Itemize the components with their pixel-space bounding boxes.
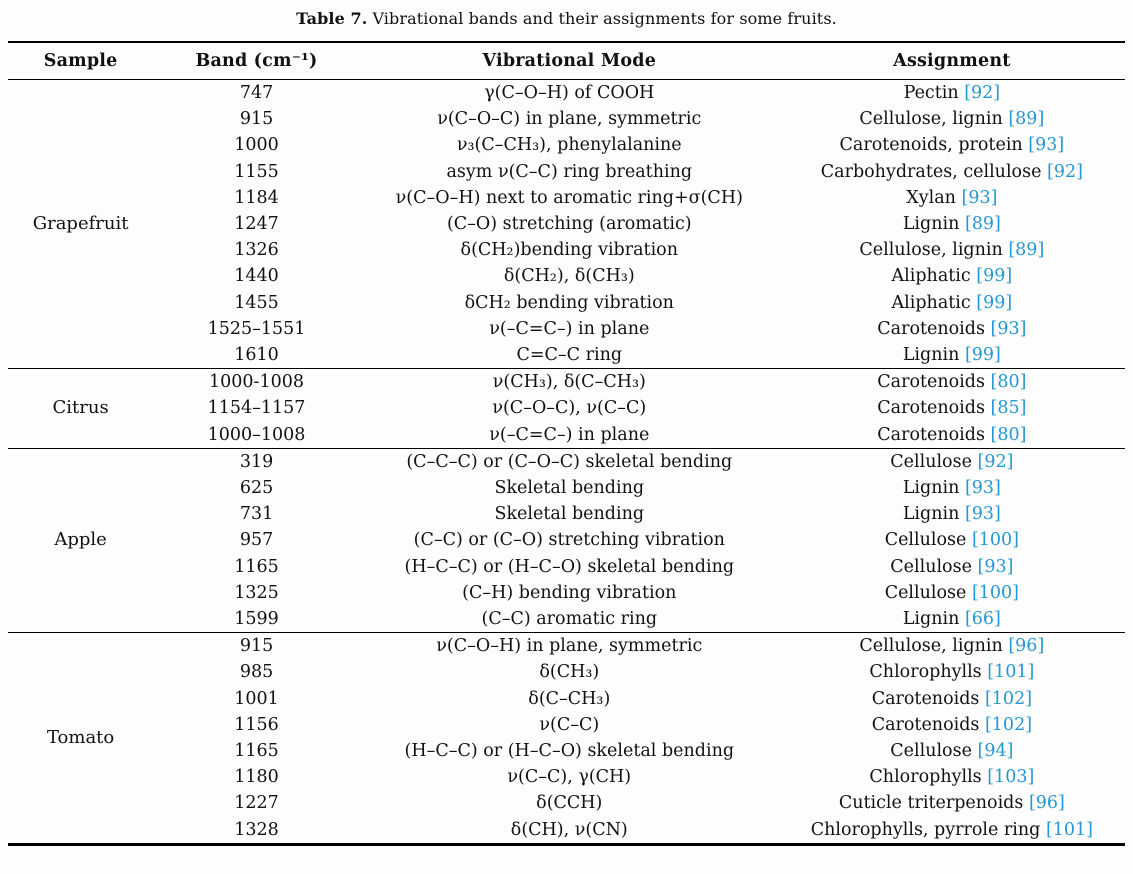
- assignment-cell: [779, 342, 1125, 369]
- citation-link[interactable]: [93]: [1028, 135, 1065, 156]
- band-cell: 1180: [234, 767, 279, 788]
- assignment-cell: [779, 712, 1125, 738]
- table-row: [8, 554, 1125, 580]
- table-row: [8, 448, 1125, 475]
- citation-link[interactable]: [101]: [1045, 819, 1094, 840]
- table-row: [8, 659, 1125, 685]
- mode-cell: (C–C) aromatic ring: [481, 609, 658, 630]
- column-header-band-cm: Band (cm⁻¹): [195, 51, 318, 71]
- band-cell: 1000-1008: [209, 372, 305, 393]
- assignment-cell: [779, 475, 1125, 501]
- mode-cell: γ(C–O–H) of COOH: [484, 83, 655, 103]
- assignment-text: Carotenoids: [877, 398, 985, 419]
- band-cell: 1000–1008: [207, 424, 306, 445]
- citation-link[interactable]: [101]: [987, 662, 1035, 683]
- assignment-cell: [779, 159, 1125, 185]
- mode-cell: δCH₂ bending vibration: [464, 292, 674, 313]
- assignment-text: Lignin: [902, 478, 960, 499]
- citation-link[interactable]: [92]: [964, 83, 1001, 103]
- assignment-text: Carotenoids: [871, 688, 980, 709]
- band-cell: 1326: [234, 240, 279, 261]
- assignment-text: Chlorophylls, pyrrole ring: [810, 819, 1041, 840]
- mode-cell: Skeletal bending: [494, 478, 645, 499]
- assignment-cell: [779, 422, 1125, 449]
- mode-cell: (H–C–C) or (H–C–O) skeletal bending: [404, 556, 735, 577]
- citation-link[interactable]: [93]: [961, 187, 998, 208]
- assignment-cell: [779, 659, 1125, 685]
- assignment-cell: [779, 580, 1125, 606]
- assignment-text: Lignin: [902, 345, 960, 366]
- mode-cell: (C–H) bending vibration: [462, 582, 677, 603]
- mode-cell: ν(C–O–H) in plane, symmetric: [436, 636, 703, 657]
- citation-link[interactable]: [93]: [964, 478, 1001, 499]
- table-header-row: [8, 42, 1125, 80]
- column-header-assignment: Assignment: [893, 51, 1011, 71]
- citation-link[interactable]: [99]: [976, 266, 1013, 287]
- sample-cell: Apple: [54, 529, 107, 551]
- band-cell: 731: [239, 504, 274, 525]
- table-row: [8, 501, 1125, 527]
- table-row: [8, 342, 1125, 369]
- band-cell: 1154–1157: [207, 398, 306, 419]
- assignment-cell: [779, 132, 1125, 158]
- table-row: [8, 475, 1125, 501]
- citation-link[interactable]: [102]: [984, 688, 1033, 709]
- assignment-text: Aliphatic: [891, 266, 971, 287]
- assignment-text: Cellulose, lignin: [859, 636, 1003, 657]
- assignment-text: Carotenoids: [877, 318, 985, 339]
- assignment-cell: [779, 290, 1125, 316]
- citation-link[interactable]: [100]: [971, 530, 1020, 551]
- band-cell: 1156: [234, 714, 279, 735]
- citation-link[interactable]: [94]: [977, 741, 1014, 762]
- mode-cell: ν₃(C–CH₃), phenylalanine: [456, 135, 682, 156]
- mode-cell: (C–O) stretching (aromatic): [446, 214, 692, 235]
- column-header-sample: Sample: [43, 51, 118, 71]
- assignment-text: Carotenoids: [877, 424, 985, 445]
- assignment-cell: [779, 738, 1125, 764]
- citation-link[interactable]: [80]: [990, 372, 1027, 393]
- assignment-text: Cuticle triterpenoids: [838, 793, 1024, 814]
- mode-cell: asym ν(C–C) ring breathing: [446, 161, 693, 182]
- mode-cell: (C–C–C) or (C–O–C) skeletal bending: [406, 451, 733, 472]
- assignment-text: Chlorophylls: [869, 767, 982, 788]
- table-row: [8, 790, 1125, 816]
- mode-cell: ν(C–O–C) in plane, symmetric: [437, 109, 702, 130]
- assignment-text: Lignin: [902, 609, 960, 630]
- assignment-cell: [779, 185, 1125, 211]
- assignment-cell: [779, 686, 1125, 712]
- table-row: [8, 686, 1125, 712]
- citation-link[interactable]: [99]: [964, 345, 1001, 366]
- table-row: [8, 633, 1125, 660]
- section-apple: [8, 448, 1125, 632]
- assignment-text: Lignin: [902, 504, 960, 525]
- band-cell: 1001: [234, 688, 279, 709]
- citation-link[interactable]: [96]: [1028, 793, 1065, 814]
- assignment-cell: [779, 790, 1125, 816]
- table-row: [8, 316, 1125, 342]
- mode-cell: δ(C–CH₃): [528, 688, 611, 709]
- citation-link[interactable]: [92]: [1047, 161, 1083, 182]
- table-row: [8, 369, 1125, 396]
- assignment-cell: [779, 211, 1125, 237]
- band-cell: 1328: [234, 819, 279, 840]
- assignment-text: Cellulose: [890, 741, 972, 762]
- mode-cell: Skeletal bending: [494, 504, 645, 525]
- assignment-text: Lignin: [902, 214, 960, 235]
- table-row: [8, 395, 1125, 421]
- citation-link[interactable]: [66]: [964, 609, 1001, 630]
- band-cell: 1610: [234, 345, 279, 366]
- citation-link[interactable]: [89]: [964, 214, 1001, 235]
- citation-link[interactable]: [93]: [964, 504, 1001, 525]
- citation-link[interactable]: [103]: [987, 767, 1035, 788]
- assignment-text: Carotenoids: [877, 372, 985, 393]
- assignment-cell: [779, 633, 1125, 660]
- table-row: [8, 712, 1125, 738]
- citation-link[interactable]: [80]: [990, 424, 1027, 445]
- table-row: [8, 290, 1125, 316]
- table-row: [8, 527, 1125, 553]
- band-cell: 1184: [234, 187, 279, 208]
- citation-link[interactable]: [89]: [1008, 109, 1045, 130]
- band-cell: 915: [239, 636, 274, 657]
- mode-cell: ν(C–O–C), ν(C–C): [492, 398, 647, 419]
- table-row: [8, 80, 1125, 107]
- section-tomato: [8, 633, 1125, 845]
- assignment-text: Cellulose: [884, 582, 967, 603]
- assignment-text: Cellulose: [884, 530, 967, 551]
- sample-cell: Grapefruit: [32, 213, 129, 235]
- table-row: [8, 132, 1125, 158]
- mode-cell: (C–C) or (C–O) stretching vibration: [413, 530, 725, 551]
- table-row: [8, 159, 1125, 185]
- assignment-cell: [779, 817, 1125, 845]
- citation-link[interactable]: [93]: [977, 556, 1014, 577]
- mode-cell: ν(–C=C–) in plane: [489, 318, 650, 339]
- assignment-cell: [779, 527, 1125, 553]
- assignment-text: Carbohydrates, cellulose: [820, 161, 1042, 182]
- table-row: [8, 422, 1125, 449]
- table-row: [8, 263, 1125, 289]
- sample-cell: Citrus: [52, 397, 109, 419]
- mode-cell: ν(C–C): [539, 714, 600, 735]
- band-cell: 1227: [234, 793, 279, 814]
- assignment-cell: [779, 316, 1125, 342]
- band-cell: 915: [239, 109, 274, 130]
- mode-cell: ν(C–C), γ(CH): [507, 767, 632, 788]
- band-cell: 625: [239, 478, 274, 499]
- section-citrus: [8, 369, 1125, 449]
- mode-cell: δ(CCH): [536, 793, 603, 814]
- band-cell: 1440: [234, 266, 279, 287]
- table-caption-text: Vibrational bands and their assignments for some fruits.: [372, 9, 837, 28]
- assignment-cell: [779, 106, 1125, 132]
- vibrational-bands-table: [8, 41, 1125, 846]
- mode-cell: ν(–C=C–) in plane: [489, 424, 650, 445]
- table-caption-label: Table 7.: [296, 9, 368, 28]
- band-cell: 1525–1551: [207, 318, 306, 339]
- assignment-text: Cellulose: [890, 556, 972, 577]
- mode-cell: δ(CH₂)bending vibration: [460, 240, 678, 261]
- assignment-text: Cellulose, lignin: [859, 240, 1003, 261]
- mode-cell: δ(CH₃): [539, 662, 600, 683]
- citation-link[interactable]: [89]: [1008, 240, 1045, 261]
- mode-cell: ν(C–O–H) next to aromatic ring+σ(CH): [395, 187, 743, 208]
- band-cell: 747: [239, 83, 274, 103]
- assignment-cell: [779, 369, 1125, 396]
- citation-link[interactable]: [93]: [990, 318, 1027, 339]
- assignment-cell: [779, 554, 1125, 580]
- band-cell: 1165: [234, 741, 279, 762]
- citation-link[interactable]: [92]: [977, 451, 1014, 472]
- table-row: [8, 106, 1125, 132]
- citation-link[interactable]: [85]: [990, 398, 1027, 419]
- band-cell: 985: [239, 662, 274, 683]
- band-cell: 1247: [234, 214, 279, 235]
- band-cell: 1599: [234, 609, 279, 630]
- mode-cell: δ(CH₂), δ(CH₃): [503, 266, 635, 287]
- assignment-text: Cellulose: [890, 451, 972, 472]
- assignment-cell: [779, 263, 1125, 289]
- assignment-cell: [779, 448, 1125, 475]
- mode-cell: δ(CH), ν(CN): [510, 819, 628, 840]
- table-row: [8, 185, 1125, 211]
- band-cell: 1155: [234, 161, 279, 182]
- assignment-text: Chlorophylls: [869, 662, 982, 683]
- table-row: [8, 580, 1125, 606]
- citation-link[interactable]: [100]: [971, 582, 1020, 603]
- band-cell: 1165: [234, 556, 279, 577]
- assignment-text: Cellulose, lignin: [859, 109, 1003, 130]
- band-cell: 319: [239, 451, 274, 472]
- assignment-cell: [779, 764, 1125, 790]
- mode-cell: C=C–C ring: [516, 345, 623, 366]
- citation-link[interactable]: [96]: [1008, 636, 1045, 657]
- assignment-text: Aliphatic: [891, 292, 971, 313]
- section-grapefruit: [8, 80, 1125, 369]
- assignment-cell: [779, 395, 1125, 421]
- citation-link[interactable]: [99]: [976, 292, 1013, 313]
- column-header-vibrational-mode: Vibrational Mode: [482, 51, 657, 71]
- table-row: [8, 237, 1125, 263]
- table-row: [8, 211, 1125, 237]
- assignment-cell: [779, 80, 1125, 107]
- table-header: [8, 42, 1125, 80]
- mode-cell: ν(CH₃), δ(C–CH₃): [492, 372, 646, 393]
- assignment-cell: [779, 237, 1125, 263]
- assignment-text: Pectin: [903, 83, 959, 103]
- table-row: [8, 764, 1125, 790]
- band-cell: 1455: [234, 292, 279, 313]
- table-row: [8, 738, 1125, 764]
- band-cell: 1325: [234, 582, 279, 603]
- assignment-text: Carotenoids, protein: [839, 135, 1023, 156]
- sample-cell: Tomato: [46, 726, 115, 748]
- table-caption: [0, 0, 1133, 28]
- citation-link[interactable]: [102]: [984, 714, 1033, 735]
- assignment-cell: [779, 606, 1125, 633]
- assignment-cell: [779, 501, 1125, 527]
- table-row: [8, 606, 1125, 633]
- band-cell: 1000: [234, 135, 279, 156]
- table-row: [8, 817, 1125, 845]
- assignment-text: Xylan: [906, 187, 956, 208]
- band-cell: 957: [239, 530, 274, 551]
- mode-cell: (H–C–C) or (H–C–O) skeletal bending: [404, 741, 735, 762]
- assignment-text: Carotenoids: [871, 714, 980, 735]
